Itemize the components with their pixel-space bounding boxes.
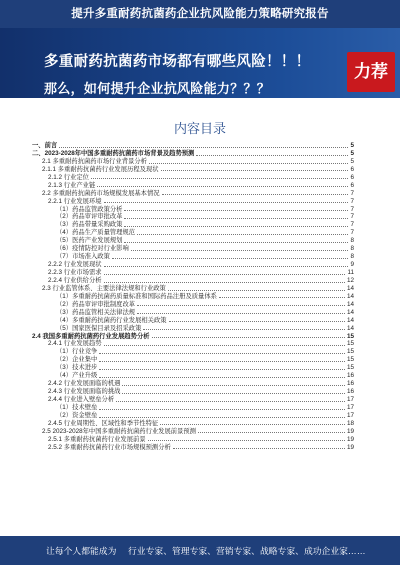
toc-entry[interactable] (32, 412, 354, 420)
toc-entry-label: 2.5.1 多重耐药抗菌药行业发展前景 (48, 435, 146, 443)
toc-entry-page: 12 (346, 276, 354, 284)
toc-entry-page: 18 (346, 419, 354, 427)
toc-entry-label: 2.4.1 行业发展趋势 (48, 340, 102, 348)
toc-entry-page: 19 (346, 435, 354, 443)
toc-entry-label: （1）行业竞争 (56, 348, 98, 356)
toc-entry-label: （7）市场准入政策 (56, 253, 110, 261)
toc-leader-dots (124, 221, 348, 227)
toc-entry-page: 5 (350, 142, 354, 149)
toc-entry-page: 14 (346, 284, 354, 292)
toc-leader-dots (143, 325, 345, 331)
toc-entry[interactable] (32, 428, 354, 436)
toc-entry-label: （1）药品监管政策分析 (56, 205, 123, 213)
toc-entry[interactable] (32, 372, 354, 380)
toc-entry-page: 17 (346, 403, 354, 411)
toc-entry-page: 19 (346, 427, 354, 435)
toc-entry-label: （3）药品带量采购政策 (56, 221, 123, 229)
toc-entry[interactable] (32, 293, 354, 301)
toc-entry-page: 6 (350, 165, 354, 173)
toc-leader-dots (104, 261, 349, 267)
toc-entry-label: 2.4.4 行业进入壁垒分析 (48, 396, 115, 403)
toc-entry[interactable] (32, 444, 354, 452)
toc-entry-page: 5 (350, 149, 354, 157)
toc-leader-dots (162, 190, 349, 196)
toc-entry[interactable] (32, 396, 354, 404)
toc-entry[interactable] (32, 182, 354, 190)
toc-leader-dots (104, 340, 345, 346)
toc-leader-dots (122, 380, 345, 386)
toc-entry-label: 二、2023-2028年中国多重耐药抗菌药市场背景及趋势预测 (32, 149, 195, 157)
toc-entry-page: 19 (346, 443, 354, 451)
toc-leader-dots (173, 444, 345, 450)
toc-leader-dots (169, 317, 345, 323)
banner-subheadline: 那么，如何提升企业抗风险能力？？？ (44, 81, 271, 96)
toc-leader-dots (99, 364, 345, 370)
toc-entry[interactable] (32, 166, 354, 174)
toc-entry-label: （4）产业升级 (56, 372, 98, 380)
toc-leader-dots (99, 404, 345, 410)
toc-entry-label: （5）国家医保目录及招采政策 (56, 324, 142, 332)
toc-entry-label: （1）技术壁垒 (56, 403, 98, 411)
toc-entry[interactable] (32, 277, 354, 285)
toc-leader-dots (124, 237, 348, 243)
toc-leader-dots (137, 301, 345, 307)
toc-entry-label: （6）疫情防控对行业影响 (56, 245, 129, 253)
recommend-badge: 力荐 (347, 52, 395, 92)
toc-entry-page: 7 (350, 229, 354, 237)
footer-bar (0, 536, 400, 565)
toc-entry-label: 2.2.2 行业发展现状 (48, 261, 102, 269)
toc-entry-label: 2.2 多重耐药抗菌药市场规模发展基本情况 (42, 189, 160, 197)
toc-entry[interactable] (32, 269, 354, 277)
toc-leader-dots (124, 213, 348, 219)
toc-entry-page: 6 (350, 173, 354, 181)
report-header: 提升多重耐药抗菌药企业抗风险能力策略研究报告 (0, 0, 400, 28)
toc-leader-dots (148, 436, 345, 442)
toc-leader-dots (91, 174, 349, 180)
toc-leader-dots (104, 198, 349, 204)
toc-entry-page: 14 (346, 316, 354, 324)
toc-entry-page: 15 (346, 340, 354, 348)
toc-leader-dots (168, 285, 345, 291)
toc-entry-label: 2.1.1 多重耐药抗菌药行业发展历程及现状 (42, 165, 159, 173)
banner-headline: 多重耐药抗菌药市场都有哪些风险！！！ (44, 54, 311, 70)
toc-leader-dots (99, 348, 345, 354)
toc-leader-dots (149, 158, 349, 164)
toc-entry[interactable] (32, 325, 354, 333)
toc-entry-label: （1）多重耐药抗菌药质量标准和国际药品注册及质量体系 (56, 292, 217, 300)
footer-roles: 行业专家、管理专家、营销专家、战略专家、成功企业家…… (128, 546, 366, 556)
toc-entry[interactable] (32, 436, 354, 444)
toc-entry-label: 2.4 我国多重耐药抗菌药行业发展趋势分析 (32, 332, 150, 340)
toc-entry-page: 16 (346, 372, 354, 380)
toc-entry-label: （5）医药产业发展规划 (56, 237, 123, 245)
toc-leader-dots (116, 396, 345, 402)
toc-entry[interactable] (32, 309, 354, 317)
toc-leader-dots (122, 388, 345, 394)
toc-entry-page: 8 (350, 237, 354, 245)
toc-entry[interactable] (32, 404, 354, 412)
toc-entry-label: 2.4.2 行业发展面临的机遇 (48, 380, 121, 388)
toc-entry[interactable] (32, 364, 354, 372)
toc-leader-dots (219, 293, 345, 299)
toc-entry-page: 7 (350, 213, 354, 221)
toc-entry-page: 8 (350, 253, 354, 261)
toc-entry-label: （2）企业集中 (56, 356, 98, 364)
toc-leader-dots (198, 428, 345, 434)
toc-entry[interactable] (32, 237, 354, 245)
toc-leader-dots (99, 372, 345, 378)
toc-entry-page: 17 (346, 411, 354, 419)
toc-leader-dots (112, 253, 349, 259)
toc-entry-label: （4）药品生产质量管理规范 (56, 229, 136, 237)
toc-entry-page: 15 (346, 332, 354, 340)
toc-entry-label: （3）技术进步 (56, 364, 98, 372)
toc-entry[interactable] (32, 317, 354, 325)
toc-entry-page: 7 (350, 197, 354, 205)
toc-entry-label: 2.2.1 行业发展环境 (48, 197, 102, 205)
toc-leader-dots (161, 166, 349, 172)
toc-entry[interactable] (32, 253, 354, 261)
toc-entry[interactable] (32, 174, 354, 182)
toc-entry-label: （4）多重耐药抗菌药行业发展相关政策 (56, 316, 167, 324)
toc-entry-page: 17 (346, 396, 354, 403)
toc-entry[interactable] (32, 261, 354, 269)
toc-entry-label: 2.5 2023-2028年中国多重耐药抗菌药行业发展前景预测 (42, 427, 196, 435)
toc-entry-label: 2.3 行业监管体系、主要法律法规和行业政策 (42, 284, 166, 292)
toc-leader-dots (137, 229, 348, 235)
toc-leader-dots (104, 269, 346, 275)
toc-entry[interactable] (32, 301, 354, 309)
toc-entry-label: （3）药品监管相关法律法规 (56, 308, 136, 316)
toc-entry-page: 14 (346, 324, 354, 332)
toc-entry-page: 7 (350, 221, 354, 229)
toc-entry-label: 2.4.5 行业周期性、区域性和季节性特征 (48, 419, 159, 427)
toc-leader-dots (152, 333, 345, 339)
toc-leader-dots (97, 182, 348, 188)
toc-entry-label: 2.1 多重耐药抗菌药市场行业背景分析 (42, 157, 147, 165)
toc-entry-page: 9 (350, 261, 354, 269)
toc-leader-dots (124, 206, 348, 212)
toc-entry[interactable] (32, 420, 354, 428)
toc-leader-dots (160, 420, 345, 426)
toc-entry[interactable] (32, 285, 354, 293)
toc-leader-dots (99, 356, 345, 362)
toc-entry-page: 8 (350, 245, 354, 253)
toc-entry-label: 2.4.3 行业发展面临的挑战 (48, 388, 121, 396)
toc-entry-page: 14 (346, 300, 354, 308)
hero-banner (0, 28, 400, 98)
toc-entry[interactable] (32, 198, 354, 206)
toc-entry[interactable] (32, 380, 354, 388)
toc-entry-page: 6 (350, 181, 354, 189)
toc-entry[interactable] (32, 158, 354, 166)
toc-entry-page: 14 (346, 292, 354, 300)
toc-entry[interactable] (32, 245, 354, 253)
toc-entry-page: 16 (346, 380, 354, 388)
toc-leader-dots (59, 142, 348, 148)
toc-leader-dots (104, 277, 345, 283)
toc-entry-label: （2）药品审评审批制度改革 (56, 300, 136, 308)
toc-entry-label: 2.1.2 行业定位 (48, 173, 89, 181)
toc-entry-page: 5 (350, 157, 354, 165)
toc-entry[interactable] (32, 388, 354, 396)
toc-entry-page: 15 (346, 364, 354, 372)
toc-entry[interactable] (32, 142, 354, 150)
toc-entry-label: （2）资金壁垒 (56, 411, 98, 419)
toc-leader-dots (131, 245, 349, 251)
toc-entry-label: 一、前言 (32, 142, 58, 149)
toc-entry-page: 14 (346, 308, 354, 316)
toc-entry-page: 7 (350, 205, 354, 213)
toc-entry-label: （2）药品审评审批改革 (56, 213, 123, 221)
toc-leader-dots (196, 150, 348, 156)
toc-entry[interactable] (32, 190, 354, 198)
toc-entry-page: 16 (346, 388, 354, 396)
toc-entry-label: 2.5.2 多重耐药抗菌药行业市场规模预测分析 (48, 443, 171, 451)
toc-entry[interactable] (32, 150, 354, 158)
toc-entry-label: 2.2.4 行业供给分析 (48, 276, 102, 284)
toc-entry-page: 7 (350, 189, 354, 197)
toc-entry-page: 15 (346, 356, 354, 364)
toc-entry-label: 2.2.3 行业市场需求 (48, 269, 102, 276)
toc-entry-label: 2.1.3 行业产业链 (48, 181, 96, 189)
table-of-contents (32, 142, 354, 452)
toc-leader-dots (137, 309, 345, 315)
toc-leader-dots (99, 412, 345, 418)
toc-title: 内容目录 (173, 121, 226, 136)
toc-entry-page: 11 (347, 269, 354, 276)
footer-slogan: 让每个人都能成为 (46, 546, 117, 556)
toc-entry-page: 15 (346, 348, 354, 356)
